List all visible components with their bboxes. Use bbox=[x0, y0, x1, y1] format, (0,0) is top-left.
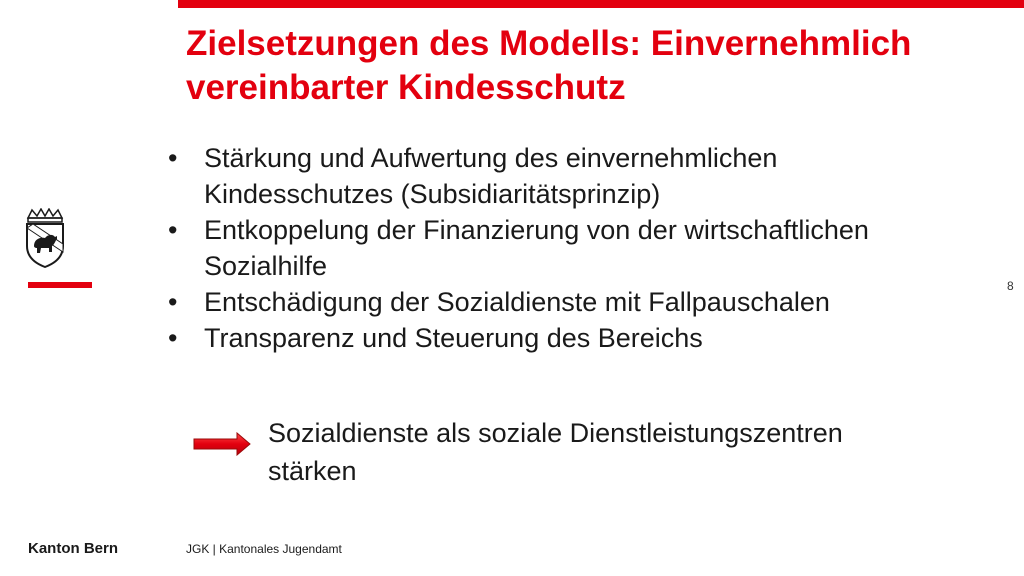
bullet-symbol: • bbox=[168, 215, 178, 245]
bullet-item bbox=[168, 284, 1018, 320]
result-statement bbox=[268, 414, 1008, 490]
bullet-line: Entkoppelung der Finanzierung von der wirtschaftlichen bbox=[204, 215, 869, 245]
result-line-2: stärken bbox=[268, 456, 357, 486]
bern-bear-crest-icon bbox=[22, 208, 68, 268]
crest-underline-bar bbox=[28, 282, 92, 288]
slide-title-line-2: vereinbarter Kindesschutz bbox=[186, 68, 626, 107]
top-accent-bar bbox=[178, 0, 1024, 8]
bullet-line: Transparenz und Steuerung des Bereichs bbox=[204, 323, 703, 353]
bullet-line: Stärkung und Aufwertung des einvernehmlichen bbox=[204, 143, 778, 173]
footer-department: JGK | Kantonales Jugendamt bbox=[186, 542, 342, 556]
slide-title-line-1: Zielsetzungen des Modells: Einvernehmlich bbox=[186, 24, 912, 63]
bullet-symbol: • bbox=[168, 323, 178, 353]
bullet-item bbox=[168, 320, 1018, 356]
bullet-symbol: • bbox=[168, 287, 178, 317]
bullet-line: Kindesschutzes (Subsidiaritätsprinzip) bbox=[204, 179, 661, 209]
bullet-symbol: • bbox=[168, 143, 178, 173]
bullet-line: Entschädigung der Sozialdienste mit Fallpauschalen bbox=[204, 287, 830, 317]
right-arrow-icon bbox=[193, 432, 251, 456]
slide-title bbox=[186, 22, 1016, 110]
bullet-list bbox=[168, 140, 1018, 356]
bullet-item bbox=[168, 140, 1018, 212]
bullet-line: Sozialhilfe bbox=[204, 251, 328, 281]
footer-brand: Kanton Bern bbox=[28, 540, 118, 557]
bullet-item bbox=[168, 212, 1018, 284]
page-number: 8 bbox=[1007, 279, 1014, 293]
result-line-1: Sozialdienste als soziale Dienstleistungszentren bbox=[268, 418, 843, 448]
